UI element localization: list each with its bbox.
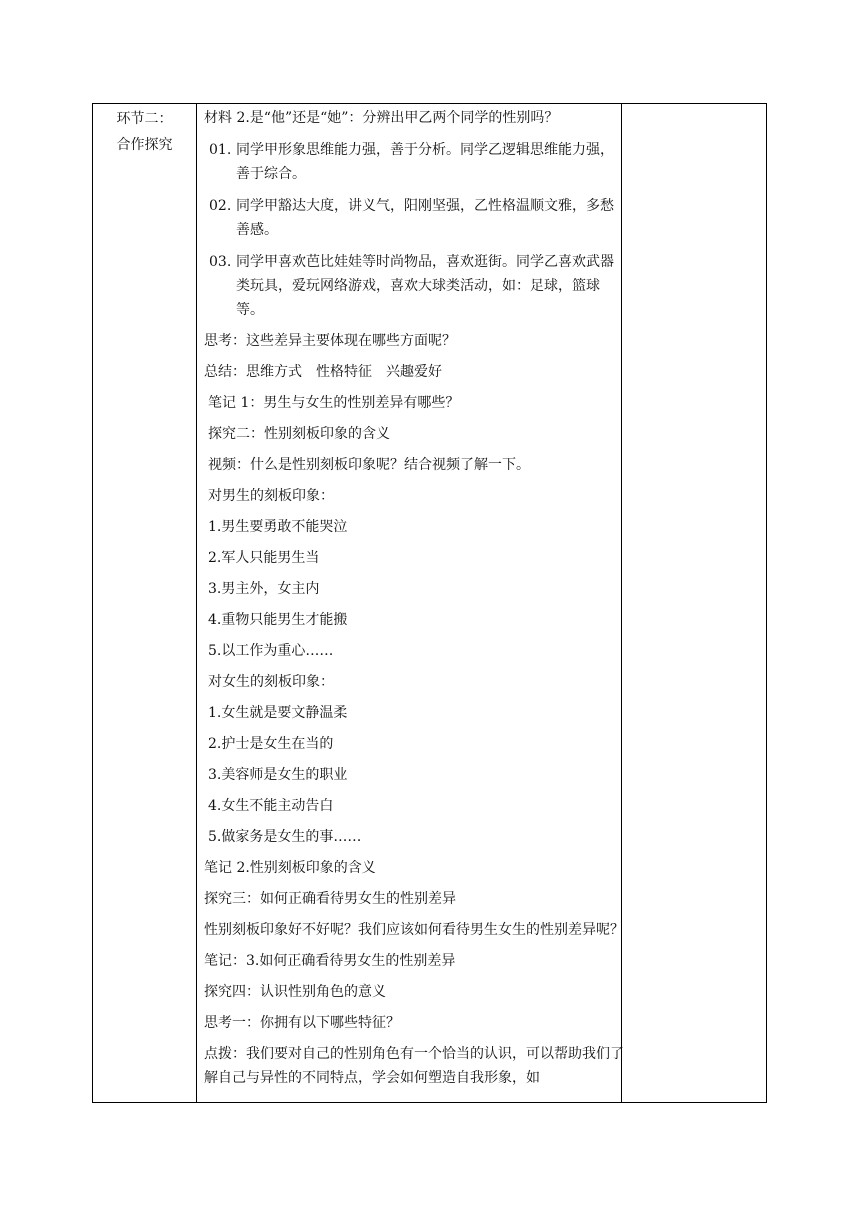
- list-item: 3.美容师是女生的职业: [208, 767, 348, 783]
- stage-cell: [93, 104, 196, 158]
- female-stereotype-heading: 对女生的刻板印象：: [208, 674, 334, 690]
- stage-title: 合作探究: [116, 137, 173, 153]
- item-text: 同学甲豁达大度，讲义气，阳刚坚强，乙性格温顺文雅，多愁善感。: [236, 198, 614, 238]
- think-line: 思考：这些差异主要体现在哪些方面呢？: [204, 333, 456, 349]
- think-1-line: 思考一：你拥有以下哪些特征？: [204, 1015, 400, 1031]
- note-3: 笔记：3.如何正确看待男女生的性别差异: [204, 953, 456, 969]
- note-2: 笔记 2.性别刻板印象的含义: [204, 860, 376, 876]
- list-item: 3.男主外，女主内: [208, 581, 320, 597]
- question-paragraph: 性别刻板印象好不好呢？我们应该如何看待男生女生的性别差异呢？: [204, 922, 624, 938]
- list-item: 4.女生不能主动告白: [208, 798, 334, 814]
- item-text: 同学甲喜欢芭比娃娃等时尚物品，喜欢逛街。同学乙喜欢武器类玩具，爱玩网络游戏，喜欢大球类活动，如：足球，篮球等。: [236, 254, 614, 318]
- material-title: 材料 2.是“他”还是“她”：分辨出甲乙两个同学的性别吗？: [204, 110, 559, 126]
- stage-label: 环节二：: [116, 111, 173, 127]
- content-cell: [197, 104, 631, 1102]
- list-item: 1.女生就是要文静温柔: [208, 705, 348, 721]
- male-stereotype-heading: 对男生的刻板印象：: [208, 488, 334, 504]
- list-item: [204, 138, 625, 186]
- explore-3-heading: 探究三：如何正确看待男女生的性别差异: [204, 891, 456, 907]
- list-item: 2.军人只能男生当: [208, 550, 320, 566]
- item-number: 03.: [209, 254, 232, 270]
- item-number: 01.: [209, 142, 232, 158]
- list-item: 2.护士是女生在当的: [208, 736, 334, 752]
- list-item: 4.重物只能男生才能搬: [208, 612, 348, 628]
- list-item: 1.男生要勇敢不能哭泣: [208, 519, 348, 535]
- list-item: [204, 250, 625, 322]
- explore-2-heading: 探究二：性别刻板印象的含义: [208, 426, 390, 442]
- summary-line: 总结：思维方式 性格特征 兴趣爱好: [204, 364, 442, 380]
- item-number: 02.: [209, 198, 232, 214]
- lesson-table: [92, 103, 767, 1103]
- note-1: 笔记 1：男生与女生的性别差异有哪些？: [208, 395, 460, 411]
- video-line: 视频：什么是性别刻板印象呢？结合视频了解一下。: [208, 457, 530, 473]
- explore-4-heading: 探究四：认识性别角色的意义: [204, 984, 386, 1000]
- item-text: 同学甲形象思维能力强，善于分析。同学乙逻辑思维能力强，善于综合。: [236, 142, 614, 182]
- list-item: 5.以工作为重心……: [208, 643, 334, 659]
- guide-paragraph: 点拨：我们要对自己的性别角色有一个恰当的认识，可以帮助我们了解自己与异性的不同特点，学会如何塑造自我形象，如: [204, 1046, 624, 1086]
- list-item: [204, 194, 625, 242]
- list-item: 5.做家务是女生的事……: [208, 829, 362, 845]
